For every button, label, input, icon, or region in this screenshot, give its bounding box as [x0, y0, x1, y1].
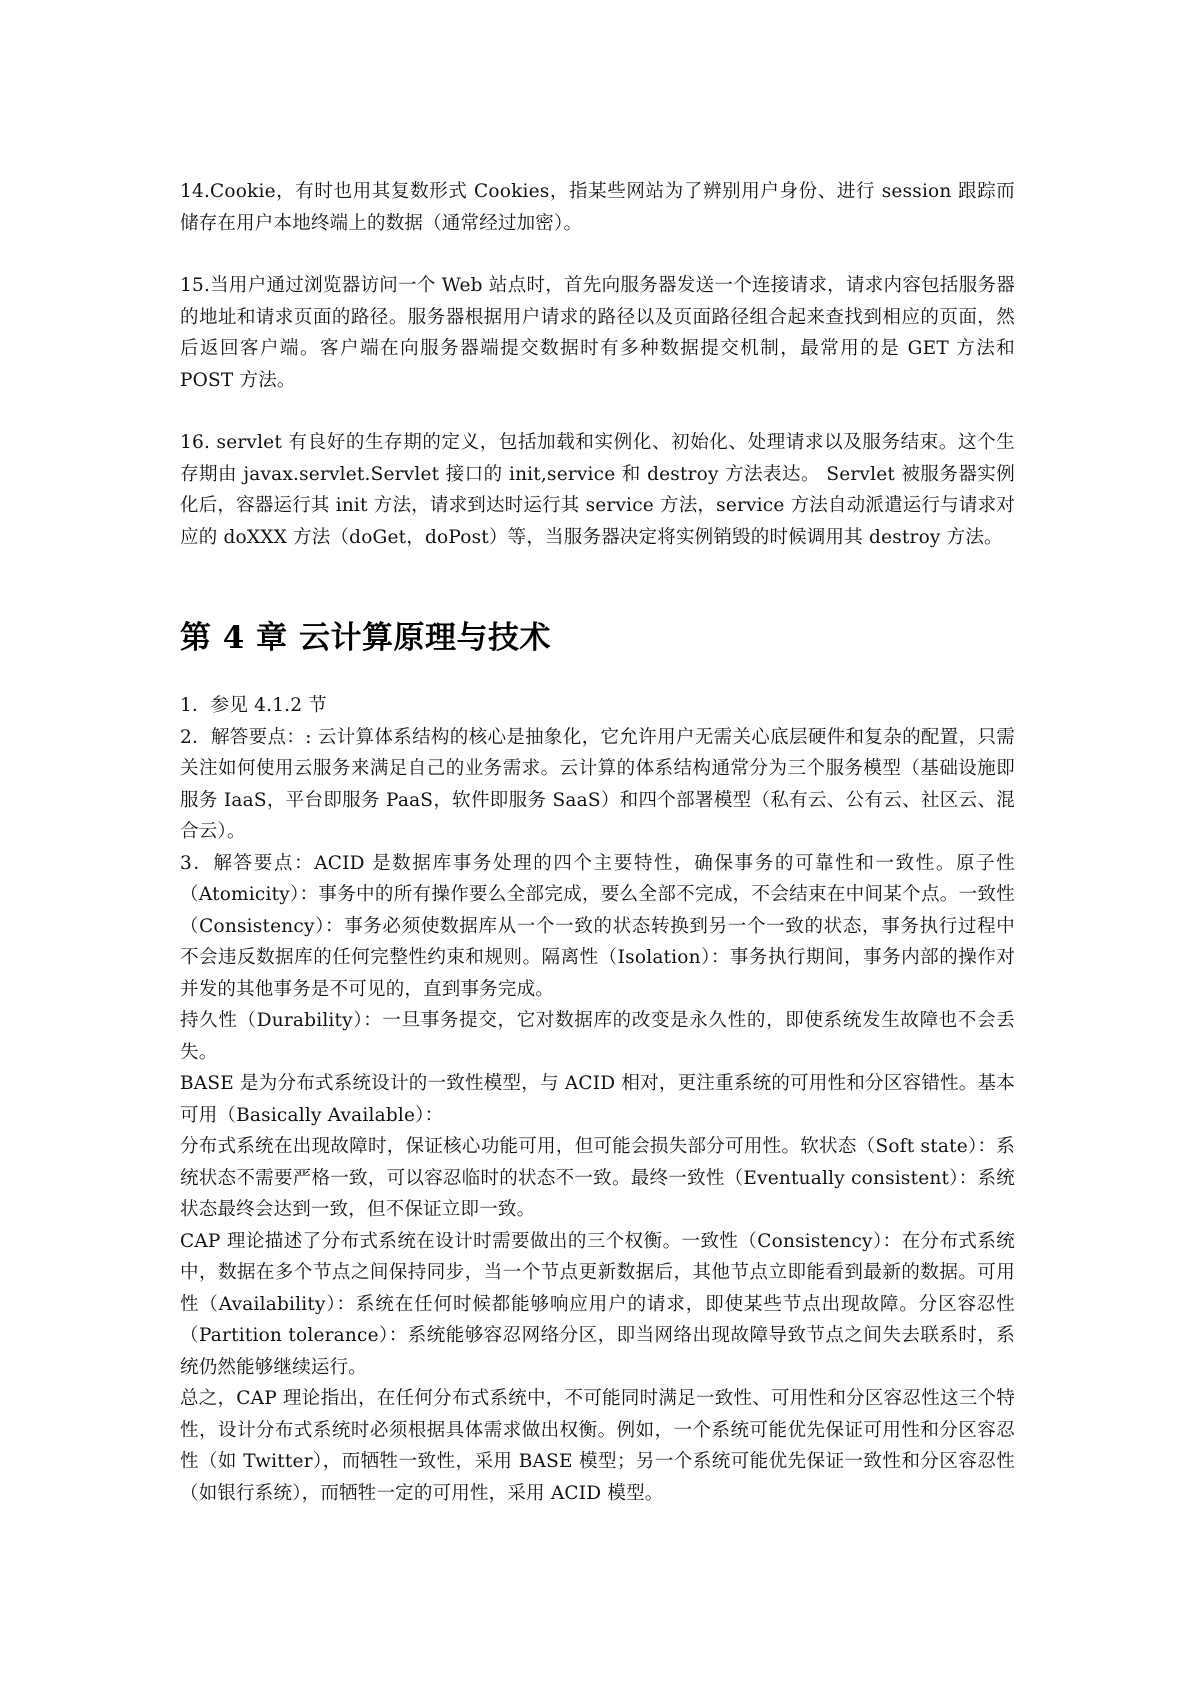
paragraph-14-cookie: 14.Cookie，有时也用其复数形式 Cookies，指某些网站为了辨别用户身份、进行 session 跟踪而储存在用户本地终端上的数据（通常经过加密）。	[180, 181, 1015, 234]
answer-2: 2．解答要点：: 云计算体系结构的核心是抽象化，它允许用户无需关心底层硬件和复杂的配置，只需关注如何使用云服务来满足自己的业务需求。云计算的体系结构通常分为三个服务模型（基础设施即服务 IaaS，平台即服务 PaaS，软件即服务 SaaS）和四个部署模型（私有云、公有云、社区云、混合云）。	[180, 726, 1015, 842]
answer-3-base-detail: 分布式系统在出现故障时，保证核心功能可用，但可能会损失部分可用性。软状态（Soft state）：系统状态不需要严格一致，可以容忍临时的状态不一致。最终一致性（Eventually consistent）：系统状态最终会达到一致，但不保证立即一致。	[180, 1136, 1015, 1220]
answer-3-acid: 3．解答要点：ACID 是数据库事务处理的四个主要特性，确保事务的可靠性和一致性。原子性（Atomicity）：事务中的所有操作要么全部完成，要么全部不完成，不会结束在中间某个点。一致性（Consistency）：事务必须使数据库从一个一致的状态转换到另一个一致的状态，事务执行过程中不会违反数据库的任何完整性约束和规则。隔离性（Isolation）：事务执行期间，事务内部的操作对并发的其他事务是不可见的，直到事务完成。	[180, 852, 1015, 1000]
paragraph-spacer	[180, 396, 1015, 427]
answer-3-durability: 持久性（Durability）：一旦事务提交，它对数据库的改变是永久性的，即使系统发生故障也不会丢失。	[180, 1010, 1015, 1063]
answer-3-cap: CAP 理论描述了分布式系统在设计时需要做出的三个权衡。一致性（Consistency）：在分布式系统中，数据在多个节点之间保持同步，当一个节点更新数据后，其他节点立即能看到最新的数据。可用性（Availability）：系统在任何时候都能够响应用户的请求，即使某些节点出现故障。分区容忍性（Partition tolerance）：系统能够容忍网络分区，即当网络出现故障导致节点之间失去联系时，系统仍然能够继续运行。	[180, 1230, 1015, 1378]
paragraph-16-servlet-lifecycle: 16. servlet 有良好的生存期的定义，包括加载和实例化、初始化、处理请求以及服务结束。这个生存期由 javax.servlet.Servlet 接口的 init,service 和 destroy 方法表达。 Servlet 被服务器实例化后，容器运行其 init 方法，请求到达时运行其 service 方法，service 方法自动派遣运行与请求对应的 doXXX 方法（doGet，doPost）等，当服务器决定将实例销毁的时候调用其 destroy 方法。	[180, 432, 1015, 548]
answer-3-summary: 总之，CAP 理论指出，在任何分布式系统中，不可能同时满足一致性、可用性和分区容忍性这三个特性，设计分布式系统时必须根据具体需求做出权衡。例如，一个系统可能优先保证可用性和分区容忍性（如 Twitter），而牺牲一致性，采用 BASE 模型；另一个系统可能优先保证一致性和分区容忍性（如银行系统），而牺牲一定的可用性，采用 ACID 模型。	[180, 1388, 1015, 1504]
chapter-heading: 第 4 章 云计算原理与技术	[180, 620, 551, 656]
answer-3-base-intro: BASE 是为分布式系统设计的一致性模型，与 ACID 相对，更注重系统的可用性和分区容错性。基本可用（Basically Available）：	[180, 1073, 1015, 1126]
answer-1: 1．参见 4.1.2 节	[180, 695, 328, 716]
page-content	[180, 176, 1015, 1509]
paragraph-15-browser-request: 15.当用户通过浏览器访问一个 Web 站点时，首先向服务器发送一个连接请求，请求内容包括服务器的地址和请求页面的路径。服务器根据用户请求的路径以及页面路径组合起来查找到相应的页面，然后返回客户端。客户端在向服务器端提交数据时有多种数据提交机制，最常用的是 GET 方法和 POST 方法。	[180, 275, 1015, 391]
paragraph-spacer	[180, 239, 1015, 270]
